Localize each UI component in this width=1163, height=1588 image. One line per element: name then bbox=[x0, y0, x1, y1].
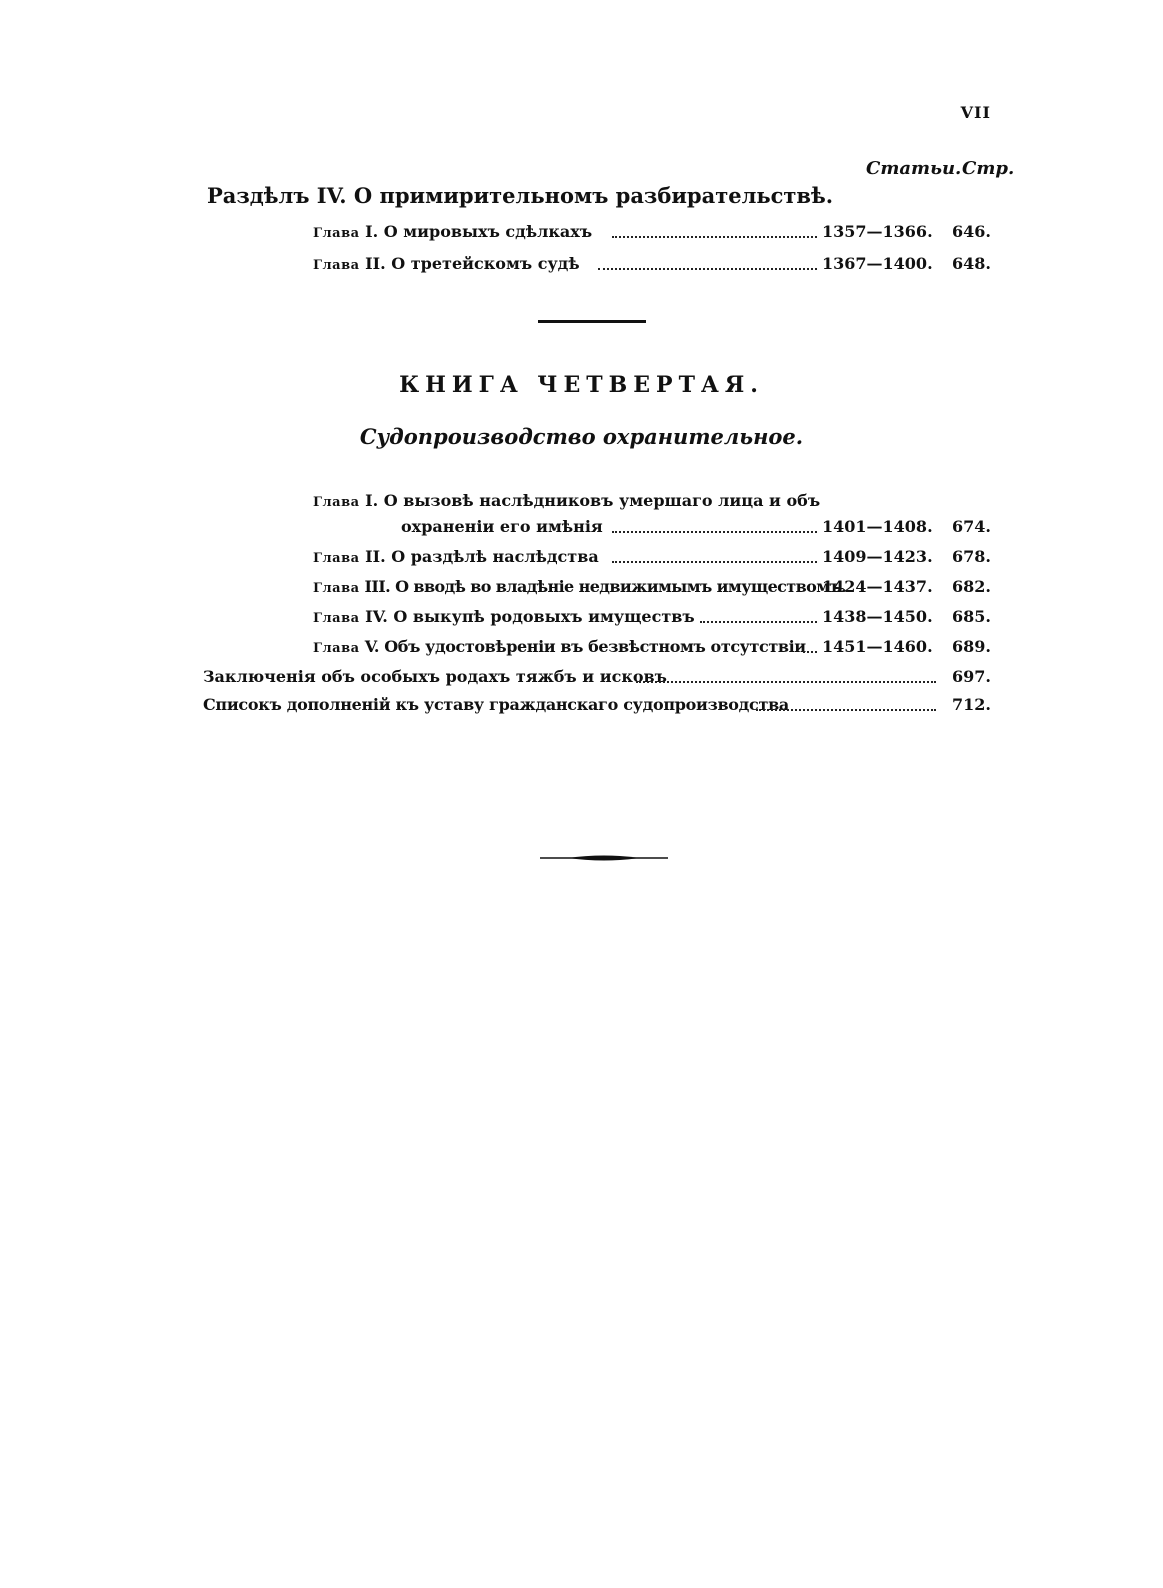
book-title: КНИГА ЧЕТВЕРТАЯ. bbox=[399, 372, 764, 398]
toc-entry-label: Списокъ дополненій къ уставу гражданскаго судопроизводства bbox=[203, 695, 789, 714]
toc-entry-articles: 1367—1400. bbox=[822, 254, 933, 273]
toc-entry bbox=[0, 636, 1163, 658]
dot-leader bbox=[612, 546, 817, 563]
section-title: Раздѣлъ IV. О примирительномъ разбирательствѣ. bbox=[207, 183, 834, 208]
toc-entry-articles: 1451—1460. bbox=[822, 637, 933, 656]
toc-entry-page: 674. bbox=[952, 517, 991, 536]
page-number: VII bbox=[960, 103, 991, 122]
toc-entry bbox=[0, 694, 1163, 716]
toc-entry-label: Глава I. О мировыхъ сдѣлкахъ bbox=[313, 222, 593, 241]
separator-rule bbox=[538, 320, 646, 323]
dot-leader bbox=[612, 516, 817, 533]
toc-entry-articles: 1424—1437. bbox=[822, 577, 933, 596]
dot-leader bbox=[700, 606, 817, 623]
toc-entry bbox=[0, 221, 1163, 243]
toc-entry-articles: 1401—1408. bbox=[822, 517, 933, 536]
toc-entry-page: 689. bbox=[952, 637, 991, 656]
toc-entry bbox=[0, 666, 1163, 688]
toc-entry-page: 646. bbox=[952, 222, 991, 241]
toc-entry-label: Глава V. Объ удостовѣреніи въ безвѣстномъ отсутствіи bbox=[313, 637, 806, 656]
column-header-page: Стр. bbox=[962, 158, 1015, 179]
toc-entry-label: Заключенія объ особыхъ родахъ тяжбъ и исковъ bbox=[203, 667, 667, 686]
dot-leader bbox=[598, 253, 817, 270]
toc-entry-label: Глава I. О вызовѣ наслѣдниковъ умершаго лица и объ bbox=[313, 491, 821, 510]
dot-leader bbox=[756, 694, 936, 711]
toc-entry bbox=[0, 546, 1163, 568]
toc-entry-label: Глава II. О раздѣлѣ наслѣдства bbox=[313, 547, 599, 566]
toc-entry-page: 685. bbox=[952, 607, 991, 626]
ornament-rule bbox=[540, 852, 668, 864]
column-header-articles: Статьи. bbox=[866, 158, 962, 179]
toc-entry-articles: 1409—1423. bbox=[822, 547, 933, 566]
toc-entry-label: Глава IV. О выкупѣ родовыхъ имуществъ bbox=[313, 607, 695, 626]
toc-entry-page: 648. bbox=[952, 254, 991, 273]
toc-entry-page: 678. bbox=[952, 547, 991, 566]
toc-entry bbox=[0, 576, 1163, 598]
dot-leader bbox=[636, 666, 936, 683]
toc-entry bbox=[0, 516, 1163, 538]
dot-leader bbox=[612, 221, 817, 238]
dot-leader bbox=[803, 636, 817, 653]
toc-entry bbox=[0, 253, 1163, 275]
toc-entry-page: 682. bbox=[952, 577, 991, 596]
toc-entry-label: Глава III. О вводѣ во владѣніе недвижимымъ имуществомъ. bbox=[313, 577, 847, 596]
toc-entry bbox=[0, 606, 1163, 628]
book-subtitle: Судопроизводство охранительное. bbox=[359, 424, 804, 449]
toc-entry-articles: 1357—1366. bbox=[822, 222, 933, 241]
toc-entry-page: 712. bbox=[952, 695, 991, 714]
toc-entry-articles: 1438—1450. bbox=[822, 607, 933, 626]
toc-entry-label: охраненіи его имѣнія bbox=[401, 517, 603, 536]
toc-entry-page: 697. bbox=[952, 667, 991, 686]
toc-entry-label: Глава II. О третейскомъ судѣ bbox=[313, 254, 580, 273]
toc-entry-first-line bbox=[0, 490, 1163, 512]
